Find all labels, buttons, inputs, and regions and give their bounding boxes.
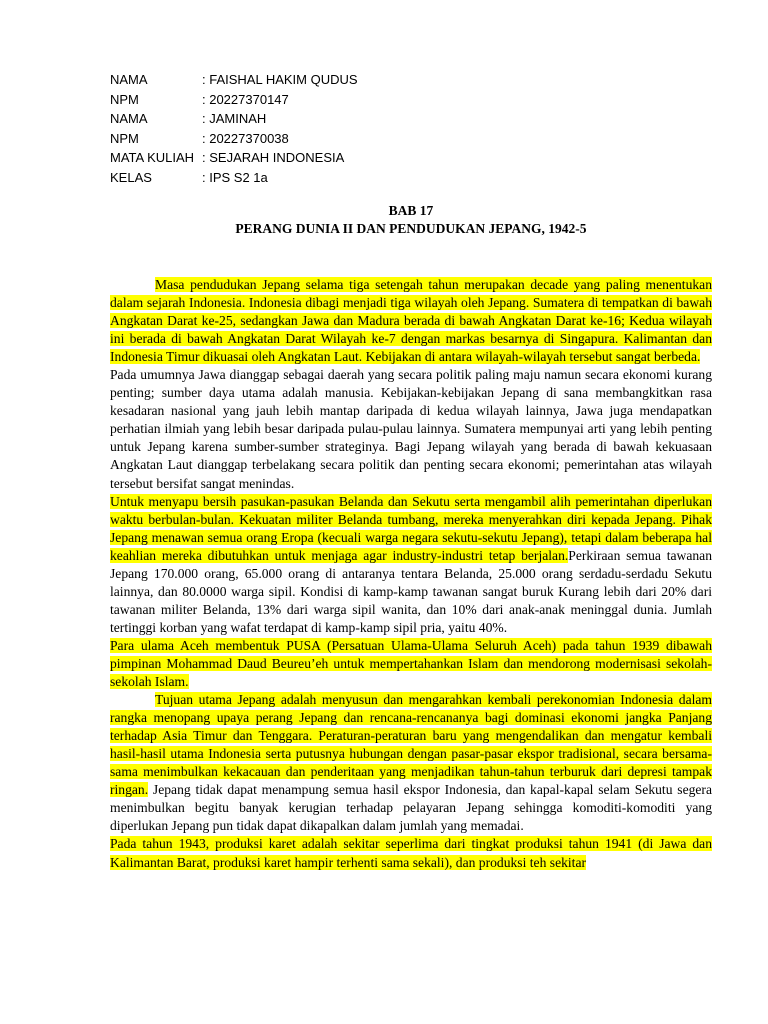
info-label: NAMA <box>110 72 148 87</box>
highlighted-text: Para ulama Aceh membentuk PUSA (Persatuan Ulama-Ulama Seluruh Aceh) pada tahun 1939 dibawah pimpinan Mohammad Daud Beureu’eh untuk mempertahankan Islam dan mendorong modernisasi sekolah-sekolah Islam. <box>110 637 712 690</box>
chapter-title: PERANG DUNIA II DAN PENDUDUKAN JEPANG, 1942-5 <box>235 221 587 236</box>
info-value: : SEJARAH INDONESIA <box>202 150 345 166</box>
paragraph <box>110 691 712 835</box>
info-row <box>110 109 358 129</box>
info-row <box>110 148 358 168</box>
info-row <box>110 70 358 90</box>
info-row <box>110 129 358 149</box>
paragraph <box>110 493 712 637</box>
highlighted-text: Pada tahun 1943, produksi karet adalah sekitar seperlima dari tingkat produksi tahun 1941 (di Jawa dan Kalimantan Barat, produksi karet hampir terhenti sama sekali), dan produksi teh sekitar <box>110 836 712 870</box>
student-info-block <box>110 70 358 188</box>
highlighted-text: Masa pendudukan Jepang selama tiga setengah tahun merupakan decade yang paling menentukan dalam sejarah Indonesia. Indonesia dibagi menjadi tiga wilayah oleh Jepang. Sumatera di tempatkan di bawah Angkatan Darat ke-25, sedangkan Jawa dan Madura berada di bawah Angkatan Darat ke-16; Kedua wilayah ini berada di bawah Angkatan Darat Wilayah ke-7 dengan markas besarnya di Singapura. Kalimantan dan Indonesia Timur dikuasai oleh Angkatan Laut. Kebijakan di antara wilayah-wilayah tersebut sangat berbeda. <box>110 277 712 365</box>
paragraph-text: Perkiraan semua tawanan Jepang 170.000 orang, 65.000 orang di antaranya tentara Belanda, 25.000 orang serdadu-serdadu Sekutu lainnya, dan 80.0000 warga sipil. Kondisi di kamp-kamp tawanan sangat buruk Kurang lebih dari 20% dari tawanan militer Belanda, 13% dari warga sipil wanita, dan 10% dari anak-anak meninggal dunia. Jumlah tertinggi korban yang wafat terdapat di kamp-kamp sipil pria, yaitu 40%. <box>110 547 712 635</box>
info-label: NPM <box>110 91 139 107</box>
info-value: : JAMINAH <box>202 111 267 127</box>
info-row <box>110 168 358 188</box>
paragraph-text: Jepang tidak dapat menampung semua hasil ekspor Indonesia, dan kapal-kapal selam Sekutu segera menimbulkan begitu banyak kerugian terhadap pelayaran Jepang sehingga komoditi-komoditi yang diperlukan Jepang pun tidak dapat dikapalkan dalam jumlah yang memadai. <box>110 782 712 834</box>
paragraph <box>110 276 712 366</box>
info-value: : IPS S2 1a <box>202 169 268 185</box>
paragraph <box>110 835 712 871</box>
body-text <box>110 276 712 872</box>
info-value: : 20227370147 <box>202 91 289 107</box>
info-value: : 20227370038 <box>202 130 289 146</box>
highlighted-text: Untuk menyapu bersih pasukan-pasukan Belanda dan Sekutu serta mengambil alih pemerintahan diperlukan waktu berbulan-bulan. Kekuatan militer Belanda tumbang, mereka menyerahkan diri kepada Jepang. Pihak Jepang menawan semua orang Eropa (kecuali warga negara sekutu-sekutu Jepang), tetapi dalam beberapa hal keahlian mereka dibutuhkan untuk menjaga agar industry-industri tetap berjalan. <box>110 493 712 563</box>
info-label: MATA KULIAH <box>110 150 195 166</box>
info-label: KELAS <box>110 169 152 185</box>
info-value: : FAISHAL HAKIM QUDUS <box>202 72 358 87</box>
paragraph <box>110 637 712 691</box>
info-label: NAMA <box>110 111 148 127</box>
info-label: NPM <box>110 130 139 146</box>
paragraph: Pada umumnya Jawa dianggap sebagai daerah yang secara politik paling maju namun secara ekonomi kurang penting; sumber daya utama adalah manusia. Kebijakan-kebijakan Jepang di sana membangkitkan rasa kesadaran nasional yang jauh lebih mantap daripada di kedua wilayah lainnya, Jawa juga mendapatkan perhatian ilmiah yang lebih besar daripada pulau-pulau lainnya. Sumatera mempunyai arti yang lebih penting untuk Jepang karena sumber-sumber strateginya. Bagi Jepang wilayah yang berada di bawah kekuasaan Angkatan Laut dianggap terbelakang secara politik dan penting secara ekonomi; pemerintahan atas wilayah tersebut bersifat sangat menindas. <box>110 367 712 491</box>
chapter-number: BAB 17 <box>388 203 434 218</box>
info-row <box>110 90 358 110</box>
highlighted-text: Tujuan utama Jepang adalah menyusun dan mengarahkan kembali perekonomian Indonesia dalam rangka menopang upaya perang Jepang dan rencana-rencananya bagi dominasi ekonomi jangka Panjang terhadap Asia Timur dan Tenggara. Peraturan-peraturan baru yang mengendalikan dan mengatur kembali hasil-hasil utama Indonesia serta putusnya hubungan dengan pasar-pasar ekspor tradisional, secara bersama-sama menimbulkan kekacauan dan penderitaan yang menjadikan tahun-tahun terburuk dari depresi tampak ringan. <box>110 692 712 798</box>
